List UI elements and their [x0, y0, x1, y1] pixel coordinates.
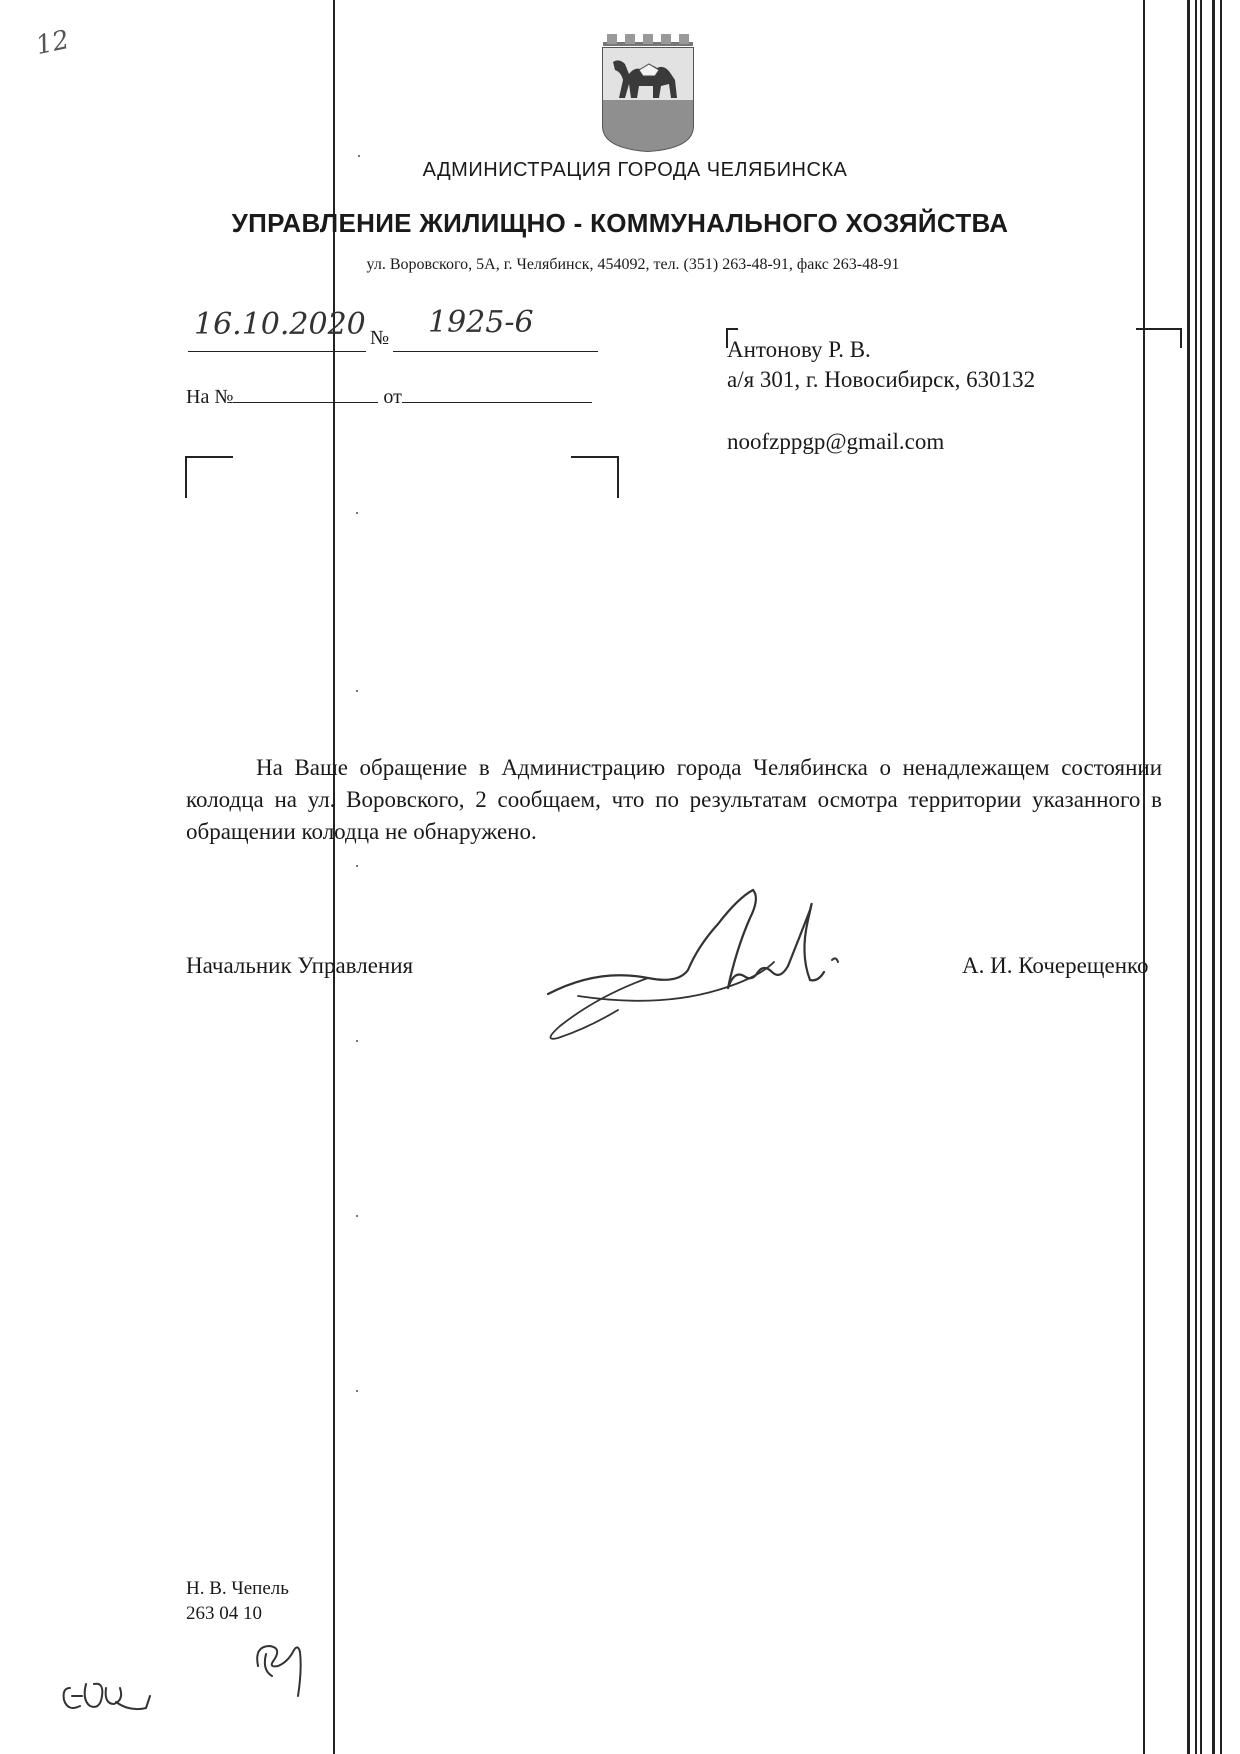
corner-mark-recipient-right [1136, 328, 1182, 348]
scan-speck [356, 690, 358, 692]
scan-speck [358, 155, 360, 157]
scan-speck [356, 512, 358, 514]
reply-number-label: На № [186, 386, 234, 408]
handwritten-signature [528, 876, 858, 1056]
executor-initials-mark [248, 1636, 318, 1706]
camel-emblem-icon [599, 30, 697, 152]
reply-number-blank [233, 402, 378, 403]
letter-body-paragraph: На Ваше обращение в Администрацию города Челябинска о ненадлежащем состоянии колодца на ул. Воровского, 2 сообщаем, что по результатам осмотра территории указанного в обращении колодца не обнаружено. [186, 755, 1162, 844]
signer-position: Начальник Управления [186, 953, 414, 978]
letter-body [186, 752, 1162, 848]
scan-speck [356, 1040, 358, 1042]
recipient-name: Антонову Р. В. [727, 337, 871, 362]
registry-scribble-mark [60, 1670, 160, 1720]
recipient-address: а/я 301, г. Новосибирск, 630132 [727, 367, 1036, 392]
initials-scribble-icon [248, 1636, 318, 1706]
city-admin-title: АДМИНИСТРАЦИЯ ГОРОДА ЧЕЛЯБИНСКА [422, 159, 848, 181]
registration-date-underline [188, 351, 366, 352]
executor-phone: 263 04 10 [186, 1603, 262, 1624]
department-address: ул. Воровского, 5А, г. Челябинск, 454092, тел. (351) 263-48-91, факс 263-48-91 [366, 256, 900, 273]
registration-number-label: № [370, 327, 390, 349]
registration-number: 1925-6 [428, 305, 534, 340]
reply-date-blank [402, 402, 592, 403]
city-emblem [599, 30, 697, 152]
signature-icon [528, 876, 858, 1056]
page-mark: 12 [33, 24, 72, 62]
corner-mark-top-right [571, 456, 619, 498]
department-title: УПРАВЛЕНИЕ ЖИЛИЩНО - КОММУНАЛЬНОГО ХОЗЯЙСТВА [231, 208, 1009, 238]
scan-speck [356, 865, 358, 867]
executor-name: Н. В. Чепель [186, 1578, 289, 1599]
recipient-email: noofzppgp@gmail.com [727, 429, 945, 454]
scan-speck [356, 1390, 358, 1392]
reply-reference-line [186, 386, 592, 409]
scan-speck [356, 1215, 358, 1217]
registration-line [188, 305, 598, 355]
registry-scribble-icon [60, 1670, 160, 1720]
corner-mark-top-left [185, 456, 233, 498]
registration-date: 16.10.2020 [194, 307, 366, 342]
reply-from-label: от [383, 386, 402, 408]
signer-name: А. И. Кочерещенко [962, 953, 1149, 978]
registration-number-underline [393, 351, 598, 352]
